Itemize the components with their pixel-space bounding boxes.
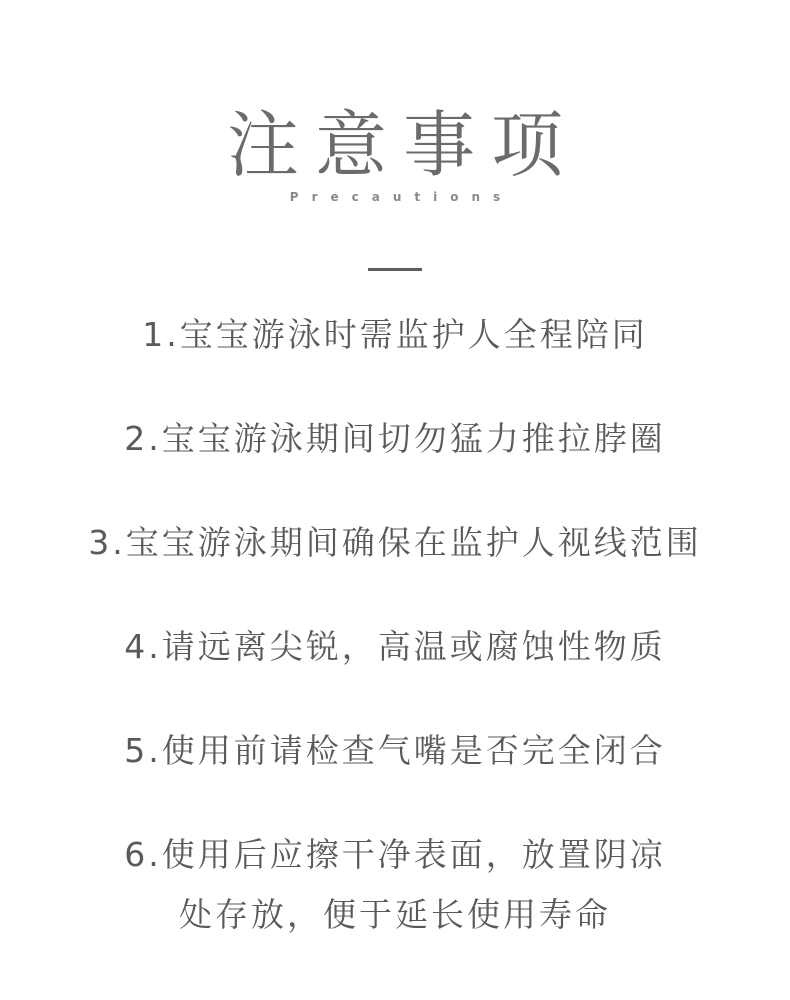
page-subtitle: Precautions (289, 190, 514, 204)
list-item (0, 721, 790, 781)
list-item (0, 617, 790, 677)
list-item-text: 4.请远离尖锐，高温或腐蚀性物质 (124, 627, 666, 666)
page-title: 注意事项 (226, 103, 579, 187)
list-item-text: 6.使用后应擦干净表面，放置阴凉 (124, 835, 666, 874)
list-item-text: 3.宝宝游泳期间确保在监护人视线范围 (88, 523, 702, 562)
list-item-text: 5.使用前请检查气嘴是否完全闭合 (124, 731, 666, 770)
list-item (0, 825, 790, 945)
list-item-text-continued: 处存放，便于延长使用寿命 (179, 895, 611, 934)
list-item-text: 1.宝宝游泳时需监护人全程陪同 (142, 315, 648, 354)
title-divider (368, 268, 422, 271)
list-item-text: 2.宝宝游泳期间切勿猛力推拉脖圈 (124, 419, 666, 458)
precautions-list (0, 305, 790, 989)
list-item (0, 513, 790, 573)
list-item (0, 305, 790, 365)
list-item (0, 409, 790, 469)
